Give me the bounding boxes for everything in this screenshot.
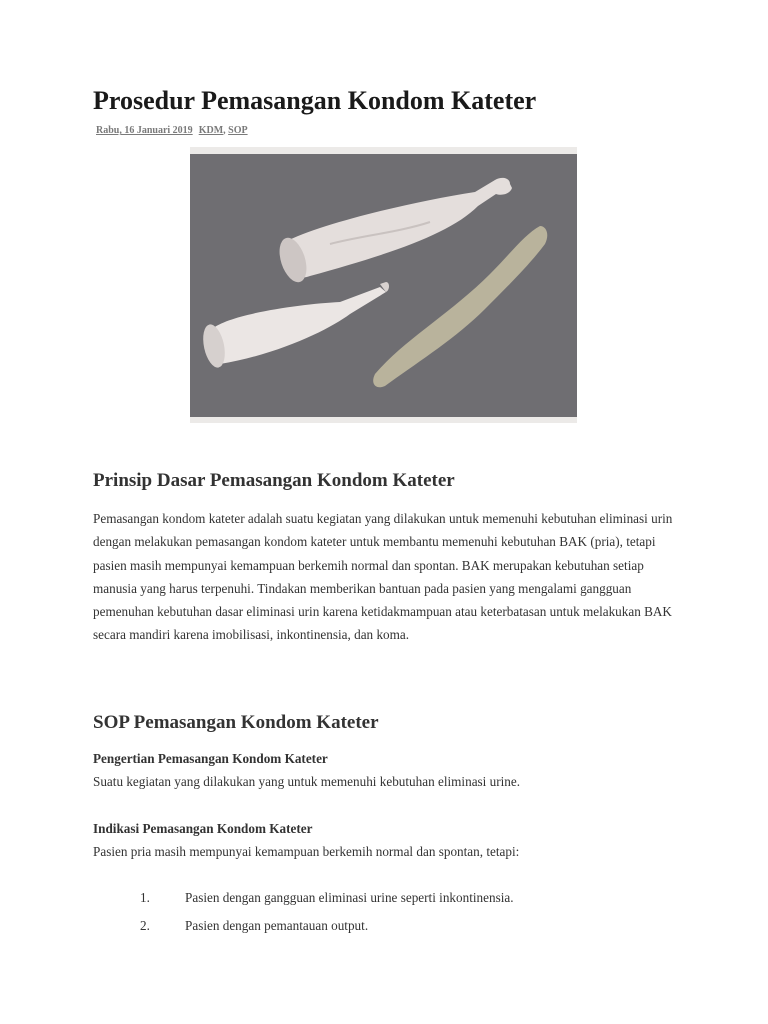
condom-catheter-photo (190, 154, 577, 417)
article-photo (190, 147, 577, 423)
section-heading-sop: SOP Pemasangan Kondom Kateter (93, 712, 379, 733)
list-item-number: 1. (140, 890, 150, 905)
list-item (140, 918, 368, 934)
section-body-prinsip: Pemasangan kondom kateter adalah suatu kegiatan yang dilakukan untuk memenuhi kebutuhan eliminasi urin dengan melakukan pemasangan kondom kateter untuk membantu memenuhi kebutuhan BAK (pria), tetapi pasien masih mempunyai kemampuan berkemih normal dan spontan. BAK merupakan kebutuhan setiap manusia yang harus terpenuhi. Tindakan memberikan bantuan pada pasien yang mengalami gangguan pemenuhan kebutuhan dasar eliminasi urin karena ketidakmampuan atau keterbatasan untuk melakukan BAK secara mandiri karena imobilisasi, inkontinensia, dan koma. (93, 511, 673, 643)
text-indikasi: Pasien pria masih mempunyai kemampuan berkemih normal dan spontan, tetapi: (93, 844, 520, 859)
post-date-link[interactable]: Rabu, 16 Januari 2019 (96, 125, 193, 136)
label-separator: , (223, 125, 226, 136)
post-meta (96, 125, 248, 136)
label-link-sop[interactable]: SOP (228, 125, 248, 136)
list-item (140, 890, 514, 906)
list-item-number: 2. (140, 918, 150, 933)
list-item-text: Pasien dengan gangguan eliminasi urine seperti inkontinensia. (185, 890, 514, 905)
section-heading-prinsip: Prinsip Dasar Pemasangan Kondom Kateter (93, 470, 455, 491)
subheading-indikasi: Indikasi Pemasangan Kondom Kateter (93, 821, 313, 836)
label-link-kdm[interactable]: KDM (198, 125, 224, 136)
list-item-text: Pasien dengan pemantauan output. (185, 918, 369, 933)
page-title: Prosedur Pemasangan Kondom Kateter (93, 86, 537, 115)
subheading-pengertian: Pengertian Pemasangan Kondom Kateter (93, 751, 328, 766)
text-pengertian: Suatu kegiatan yang dilakukan yang untuk memenuhi kebutuhan eliminasi urine. (93, 774, 521, 789)
